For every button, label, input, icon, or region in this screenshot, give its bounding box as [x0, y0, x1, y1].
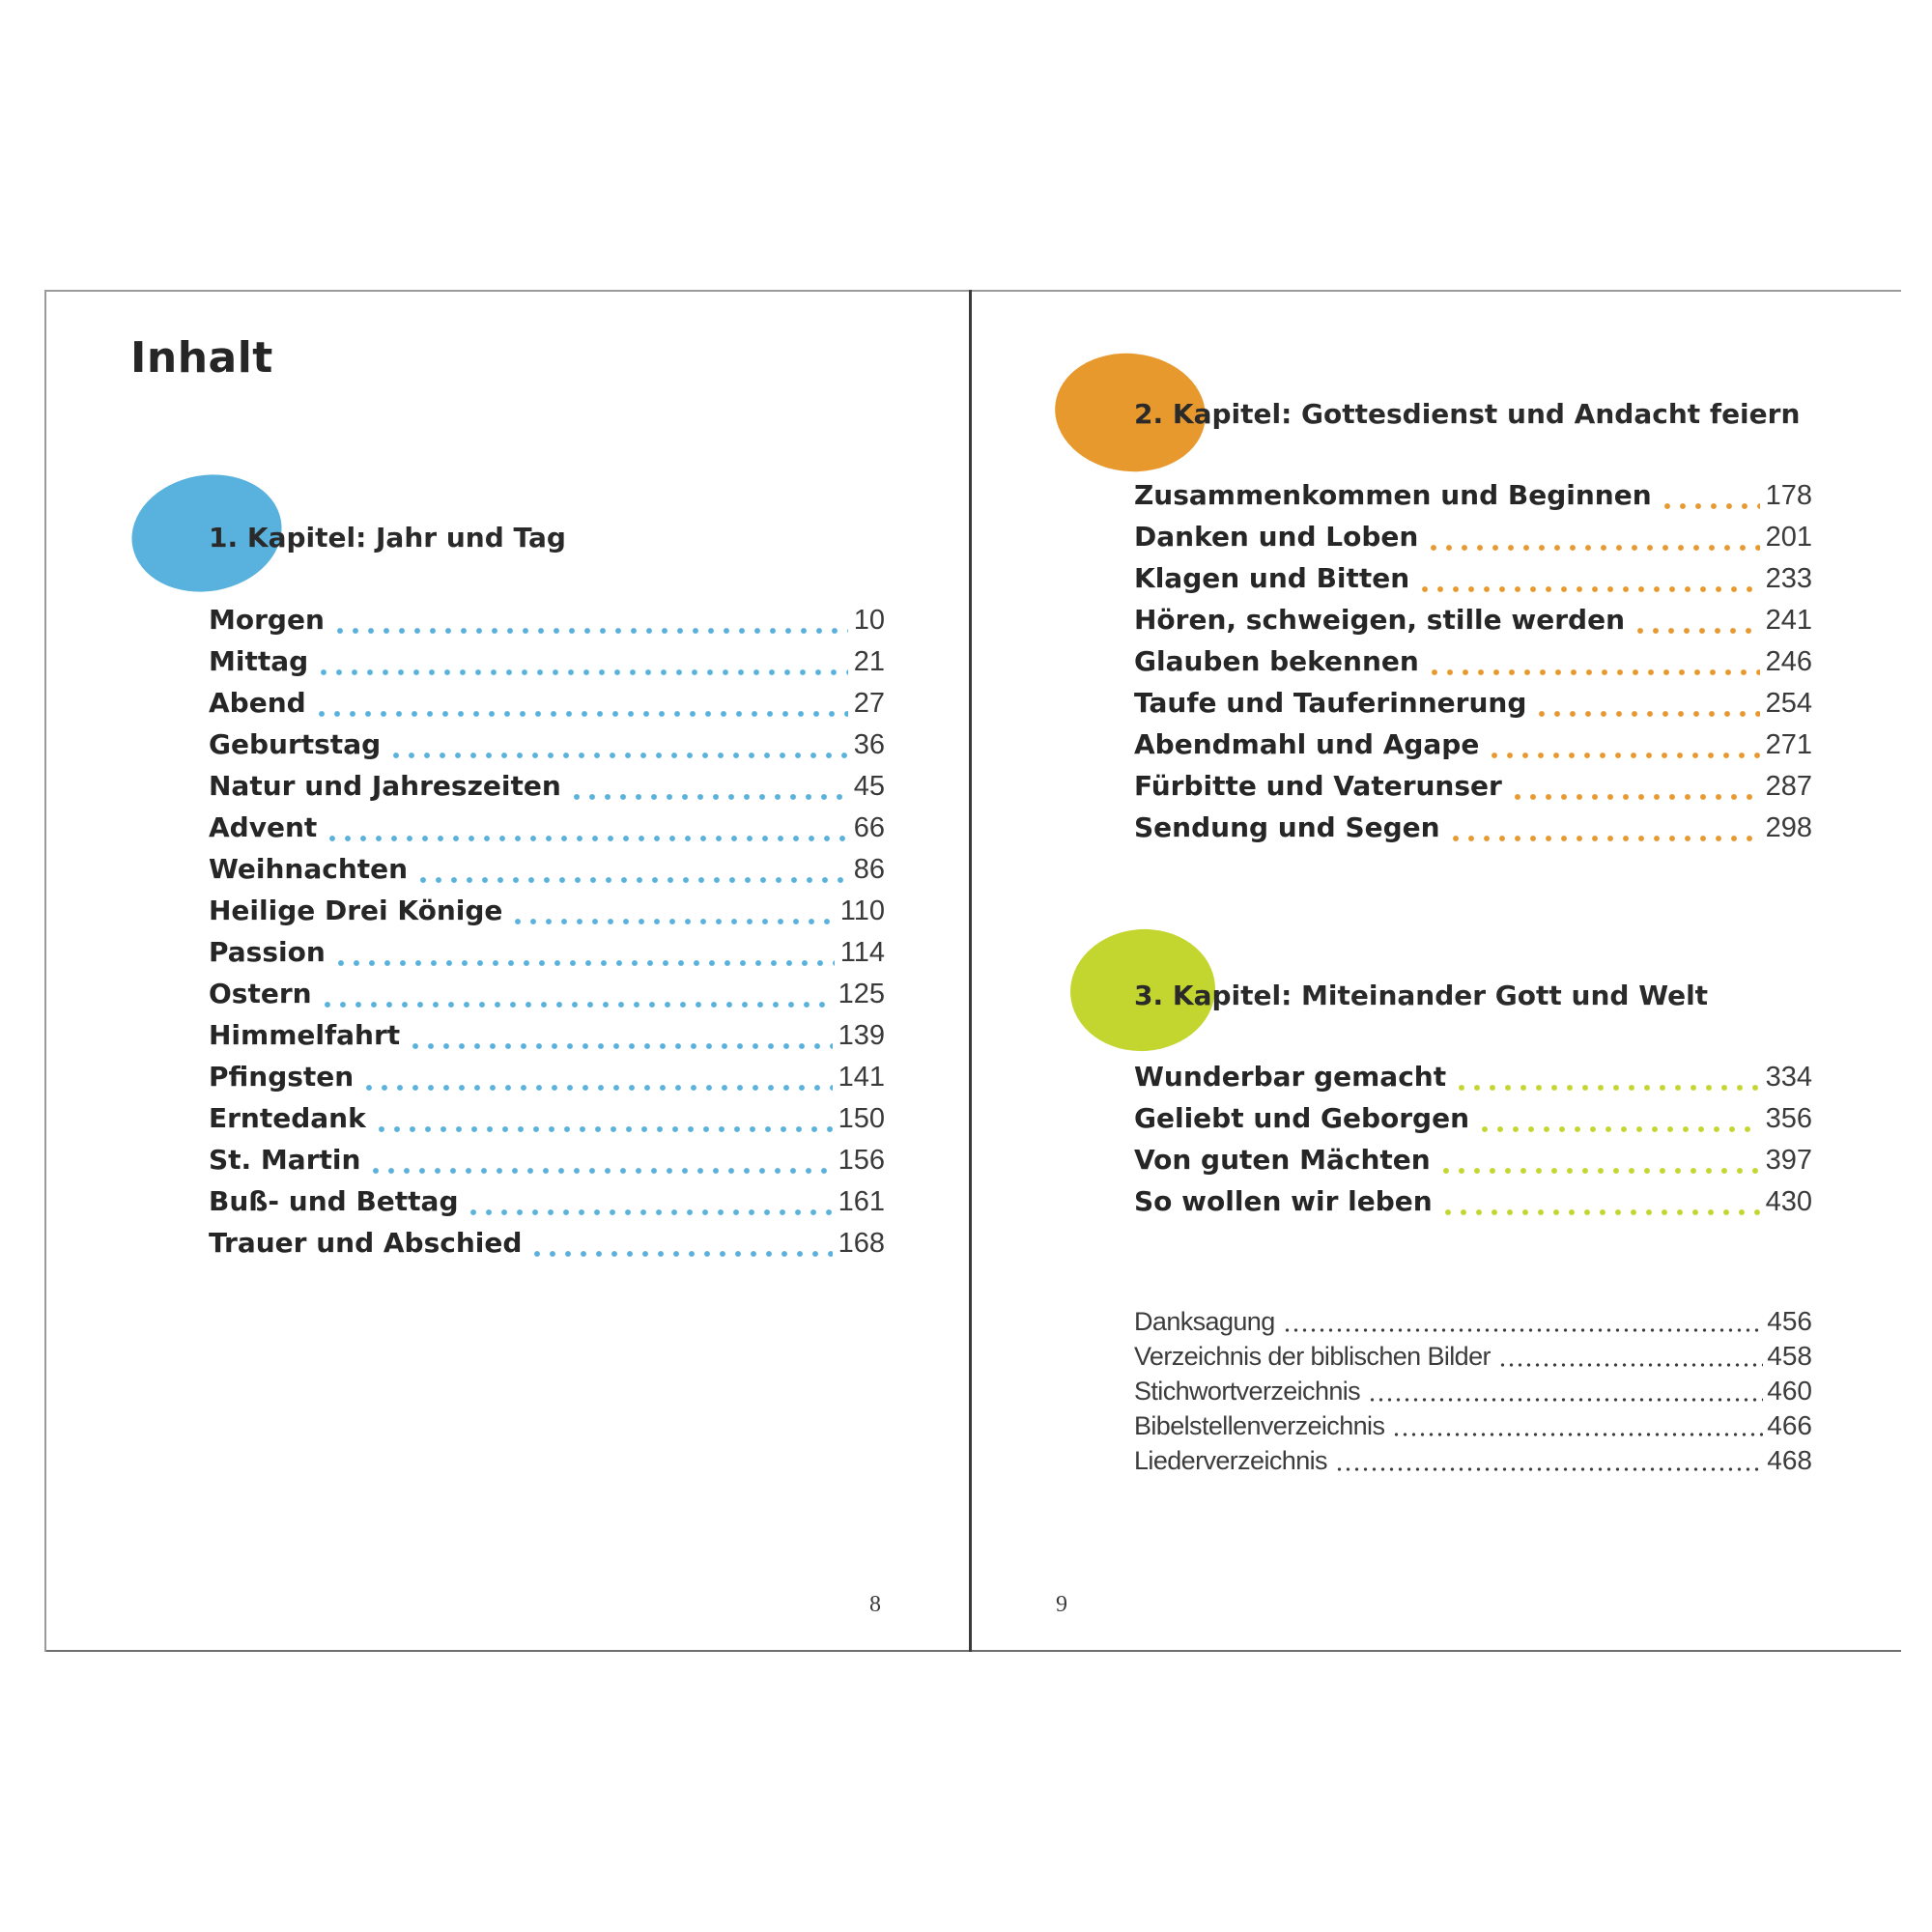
page-bottom-border — [44, 1650, 1901, 1652]
toc-entry-label: Himmelfahrt — [209, 1019, 401, 1051]
toc-entry — [1134, 1341, 1812, 1376]
toc-entry-page: 468 — [1767, 1445, 1812, 1475]
dot-leader — [1448, 835, 1760, 842]
toc-entry-label: Geburtstag — [209, 728, 382, 760]
toc-entry-page: 161 — [838, 1186, 885, 1217]
toc-entry-page: 397 — [1765, 1145, 1812, 1176]
toc-entry — [209, 728, 885, 770]
toc-entry — [1134, 562, 1812, 604]
toc-entry-label: Taufe und Tauferinnerung — [1134, 687, 1527, 719]
toc-entry — [1134, 604, 1812, 645]
toc-entry — [209, 811, 885, 853]
dot-leader — [466, 1208, 832, 1216]
toc-entry-label: Danken und Loben — [1134, 521, 1419, 553]
toc-entry-label: Sendung und Segen — [1134, 811, 1440, 843]
dot-leader — [325, 835, 847, 842]
toc-entry-label: Zusammenkommen und Beginnen — [1134, 479, 1652, 511]
dot-leader — [1335, 1466, 1763, 1472]
toc-entry — [1134, 1410, 1812, 1445]
dot-leader — [368, 1167, 832, 1175]
toc-entry-page: 241 — [1765, 605, 1812, 636]
toc-entry — [209, 1185, 885, 1227]
toc-entry — [1134, 1102, 1812, 1144]
toc-entry — [209, 1144, 885, 1185]
toc-entry-label: Liederverzeichnis — [1134, 1446, 1327, 1475]
toc-entry-label: Verzeichnis der biblischen Bilder — [1134, 1342, 1491, 1371]
toc-entry — [1134, 1376, 1812, 1410]
toc-entry — [209, 853, 885, 895]
toc-entry — [1134, 479, 1812, 521]
toc-entry-page: 114 — [839, 937, 885, 968]
toc-entry-page: 271 — [1765, 729, 1812, 760]
dot-leader — [1417, 585, 1759, 593]
toc-entry-page: 356 — [1765, 1103, 1812, 1134]
toc-entry — [1134, 1185, 1812, 1227]
toc-entry-label: Fürbitte und Vaterunser — [1134, 770, 1502, 802]
toc-entry-label: Geliebt und Geborgen — [1134, 1102, 1470, 1134]
toc-entry-page: 125 — [838, 979, 885, 1009]
chapter-3-heading: 3. Kapitel: Miteinander Gott und Welt — [1134, 980, 1709, 1011]
toc-entry-page: 36 — [853, 729, 885, 760]
chapter-2-heading: 2. Kapitel: Gottesdienst und Andacht feiern — [1134, 398, 1801, 430]
dot-leader — [1510, 793, 1760, 801]
toc-entry-page: 45 — [853, 771, 885, 802]
toc-entry-page: 150 — [838, 1103, 885, 1134]
toc-entry — [1134, 1445, 1812, 1480]
toc-entry — [1134, 521, 1812, 562]
dot-leader — [374, 1125, 833, 1133]
toc-entry-label: So wollen wir leben — [1134, 1185, 1433, 1217]
dot-leader — [569, 793, 848, 801]
toc-entry-label: Mittag — [209, 645, 309, 677]
toc-entry-label: Hören, schweigen, stille werden — [1134, 604, 1626, 636]
toc-entry-page: 456 — [1767, 1306, 1812, 1336]
toc-entry-label: Glauben bekennen — [1134, 645, 1419, 677]
dot-leader — [314, 710, 848, 718]
toc-entry-page: 66 — [853, 812, 885, 843]
toc-entry-page: 141 — [838, 1062, 885, 1093]
toc-entry-label: Stichwortverzeichnis — [1134, 1377, 1361, 1406]
toc-entry-page: 27 — [853, 688, 885, 719]
dot-leader — [1633, 627, 1760, 635]
toc-entry-page: 110 — [839, 895, 885, 926]
dot-leader — [510, 918, 834, 925]
toc-entry-label: Abendmahl und Agape — [1134, 728, 1480, 760]
toc-entry-label: Erntedank — [209, 1102, 366, 1134]
toc-entry — [209, 1227, 885, 1268]
dot-leader — [332, 627, 848, 635]
toc-entry — [209, 1019, 885, 1061]
toc-entry-page: 334 — [1765, 1062, 1812, 1093]
dot-leader — [320, 1001, 833, 1009]
dot-leader — [529, 1250, 832, 1258]
toc-entry-page: 298 — [1765, 812, 1812, 843]
page-top-border — [44, 290, 1901, 292]
dot-leader — [1534, 710, 1759, 718]
dot-leader — [361, 1084, 832, 1092]
toc-entry-label: St. Martin — [209, 1144, 361, 1176]
chapter-3-toc — [1134, 1061, 1812, 1227]
chapter-1-heading: 1. Kapitel: Jahr und Tag — [209, 522, 566, 554]
dot-leader — [415, 876, 848, 884]
appendix-toc — [1134, 1306, 1812, 1480]
dot-leader — [1498, 1362, 1763, 1368]
toc-entry-label: Weihnachten — [209, 853, 409, 885]
dot-leader — [1427, 668, 1760, 676]
dot-leader — [1426, 544, 1759, 552]
toc-entry — [209, 895, 885, 936]
toc-entry-page: 21 — [853, 646, 885, 677]
toc-entry-page: 178 — [1765, 480, 1812, 511]
toc-entry-label: Trauer und Abschied — [209, 1227, 523, 1259]
toc-entry — [1134, 1306, 1812, 1341]
dot-leader — [1283, 1327, 1764, 1333]
toc-entry-page: 287 — [1765, 771, 1812, 802]
toc-entry — [1134, 645, 1812, 687]
page-number-right: 9 — [1056, 1592, 1067, 1617]
dot-leader — [1487, 752, 1759, 759]
toc-entry-label: Danksagung — [1134, 1307, 1275, 1336]
toc-entry-label: Natur und Jahreszeiten — [209, 770, 561, 802]
toc-entry-page: 458 — [1767, 1341, 1812, 1371]
toc-entry — [209, 936, 885, 978]
book-spine-divider — [969, 290, 972, 1652]
chapter-2-toc — [1134, 479, 1812, 853]
toc-entry — [209, 770, 885, 811]
dot-leader — [1477, 1125, 1760, 1133]
toc-entry — [1134, 1061, 1812, 1102]
toc-entry-label: Von guten Mächten — [1134, 1144, 1431, 1176]
toc-entry — [1134, 1144, 1812, 1185]
toc-entry-label: Buß- und Bettag — [209, 1185, 459, 1217]
toc-entry — [209, 645, 885, 687]
toc-entry — [209, 978, 885, 1019]
page-number-left: 8 — [869, 1592, 881, 1617]
dot-leader — [1440, 1208, 1760, 1216]
toc-entry-page: 246 — [1765, 646, 1812, 677]
toc-entry-page: 430 — [1765, 1186, 1812, 1217]
toc-entry-label: Klagen und Bitten — [1134, 562, 1410, 594]
toc-entry — [209, 687, 885, 728]
toc-entry — [1134, 770, 1812, 811]
dot-leader — [1454, 1084, 1760, 1092]
dot-leader — [316, 668, 848, 676]
chapter-1-toc — [209, 604, 885, 1268]
toc-entry — [1134, 728, 1812, 770]
toc-entry — [209, 1102, 885, 1144]
toc-entry-page: 233 — [1765, 563, 1812, 594]
dot-leader — [1368, 1397, 1763, 1403]
toc-entry-label: Morgen — [209, 604, 325, 636]
dot-leader — [1392, 1432, 1763, 1437]
dot-leader — [1660, 502, 1760, 510]
toc-entry — [1134, 687, 1812, 728]
dot-leader — [333, 959, 835, 967]
toc-entry-label: Advent — [209, 811, 318, 843]
toc-entry — [209, 1061, 885, 1102]
dot-leader — [408, 1042, 832, 1050]
toc-entry — [209, 604, 885, 645]
toc-entry-page: 139 — [838, 1020, 885, 1051]
toc-entry — [1134, 811, 1812, 853]
toc-entry-label: Wunderbar gemacht — [1134, 1061, 1447, 1093]
toc-entry-label: Bibelstellenverzeichnis — [1134, 1411, 1385, 1440]
toc-entry-page: 168 — [838, 1228, 885, 1259]
toc-entry-page: 460 — [1767, 1376, 1812, 1406]
dot-leader — [1438, 1167, 1760, 1175]
toc-entry-page: 156 — [838, 1145, 885, 1176]
toc-entry-page: 10 — [853, 605, 885, 636]
toc-entry-page: 201 — [1765, 522, 1812, 553]
toc-entry-page: 466 — [1767, 1410, 1812, 1440]
toc-entry-label: Ostern — [209, 978, 312, 1009]
toc-entry-page: 254 — [1765, 688, 1812, 719]
toc-entry-label: Pfingsten — [209, 1061, 355, 1093]
toc-entry-page: 86 — [853, 854, 885, 885]
toc-entry-label: Heilige Drei Könige — [209, 895, 503, 926]
toc-entry-label: Abend — [209, 687, 306, 719]
dot-leader — [388, 752, 848, 759]
page-title: Inhalt — [130, 333, 273, 383]
toc-entry-label: Passion — [209, 936, 326, 968]
page-left-edge — [44, 290, 46, 1652]
